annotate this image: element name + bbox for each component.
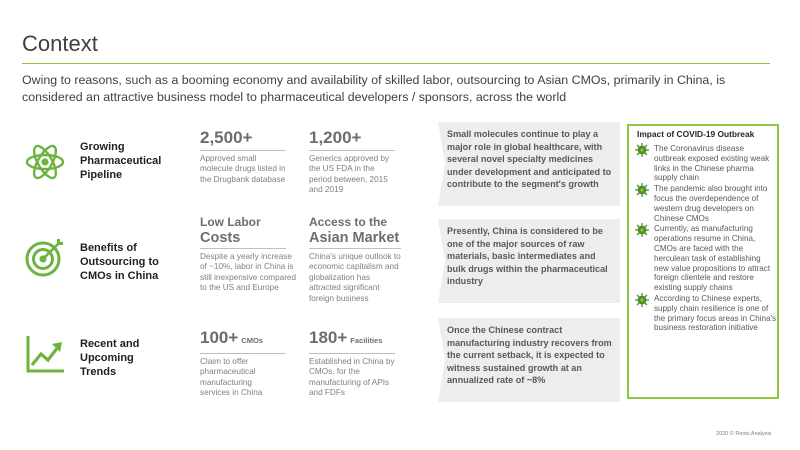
stat-heading-top: Access to the — [309, 215, 388, 229]
intro-paragraph: Owing to reasons, such as a booming economy and availability of skilled labor, outsourcing to Asian CMOs, primarily in China, is considered an attractive business model to pharmaceutical developers / sponsors, across the world — [22, 73, 726, 104]
stat-value: 180+ — [309, 328, 348, 347]
insight-box-outsourcing — [438, 219, 620, 303]
stat-divider — [200, 248, 286, 249]
virus-icon — [634, 222, 650, 238]
insight-text: Presently, China is considered to be one of the major sources of raw materials, basic intermediates and bulk drugs within the pharmaceutical industry — [447, 226, 608, 287]
stat-divider — [309, 150, 395, 151]
covid-item-text: Currently, as manufacturing operations resume in China, CMOs are faced with the herculean task of establishing new value propositions to attract foreign clientele and restore existing supply chains — [654, 224, 771, 293]
stat-value: 1,200+ — [309, 128, 362, 147]
insight-text: Small molecules continue to play a major role in global healthcare, with several novel specialty medicines under development and anticipated to contribute to the segment's growth — [447, 129, 612, 190]
covid-item-text: The Coronavirus disease outbreak exposed existing weak links in the Chinese pharma supply chain — [654, 144, 770, 183]
covid-item-text: According to Chinese experts, supply chain resilience is one of the primary focus areas in China's business restoration initiative — [654, 293, 777, 333]
atom-icon — [24, 141, 66, 183]
covid-list — [633, 144, 777, 334]
stat-suffix: Facilities — [350, 336, 383, 345]
stat-heading: Costs — [200, 230, 241, 246]
insight-text: Once the Chinese contract manufacturing industry recovers from the current setback, it is expected to witness sustained growth at an annualized rate of ~8% — [447, 325, 612, 386]
stat-desc: Approved small molecule drugs listed in the Drugbank database — [200, 154, 286, 184]
stat-value: 2,500+ — [200, 128, 253, 147]
stat-desc: Claim to offer pharmaceutical manufacturing services in China — [200, 357, 263, 398]
stat-approved-drugs — [200, 128, 296, 185]
stat-cmos — [200, 328, 296, 399]
stat-desc: Established in China by CMOs, for the manufacturing of APIs and FDFs — [309, 357, 395, 398]
page-title: Context — [22, 31, 98, 56]
stat-suffix: CMOs — [241, 336, 263, 345]
covid-item-text: The pandemic also brought into focus the overdependence of western drug developers on Chinese CMOs — [654, 184, 768, 223]
list-item — [633, 224, 777, 293]
stat-asian-market — [309, 215, 413, 304]
stat-generics — [309, 128, 405, 196]
insight-box-trends — [438, 318, 620, 402]
stat-desc: Generics approved by the US FDA in the period between, 2015 and 2019 — [309, 154, 390, 195]
stat-divider — [309, 248, 401, 249]
virus-icon — [634, 292, 650, 308]
target-icon — [24, 236, 66, 278]
stat-heading: Asian Market — [309, 230, 400, 246]
copyright-footer: 2020 © Roots Analysis — [716, 431, 772, 437]
stat-divider — [309, 353, 395, 354]
stat-heading-top: Low Labor — [200, 215, 261, 229]
stat-labor-costs — [200, 215, 296, 294]
virus-icon — [634, 142, 650, 158]
row-label-pipeline: Growing Pharmaceutical Pipeline — [80, 141, 162, 181]
list-item — [633, 294, 777, 333]
list-item — [633, 184, 777, 223]
covid-panel-title: Impact of COVID-19 Outbreak — [637, 129, 755, 139]
row-label-outsourcing: Benefits of Outsourcing to CMOs in China — [80, 242, 159, 282]
insight-box-pipeline — [438, 122, 620, 206]
title-divider — [22, 63, 770, 64]
stat-divider — [200, 353, 286, 354]
growth-chart-icon — [24, 333, 66, 375]
covid-impact-panel — [627, 124, 779, 399]
stat-desc: China's unique outlook to economic capitalism and globalization has attracted significant foreign business — [309, 252, 401, 303]
row-label-trends: Recent and Upcoming Trends — [80, 338, 140, 378]
stat-facilities — [309, 328, 409, 399]
stat-divider — [200, 150, 286, 151]
stat-value: 100+ — [200, 328, 239, 347]
virus-icon — [634, 182, 650, 198]
stat-desc: Despite a yearly increase of ~10%, labor in China is still inexpensive compared to the US and Europe — [200, 252, 297, 293]
list-item — [633, 144, 777, 183]
